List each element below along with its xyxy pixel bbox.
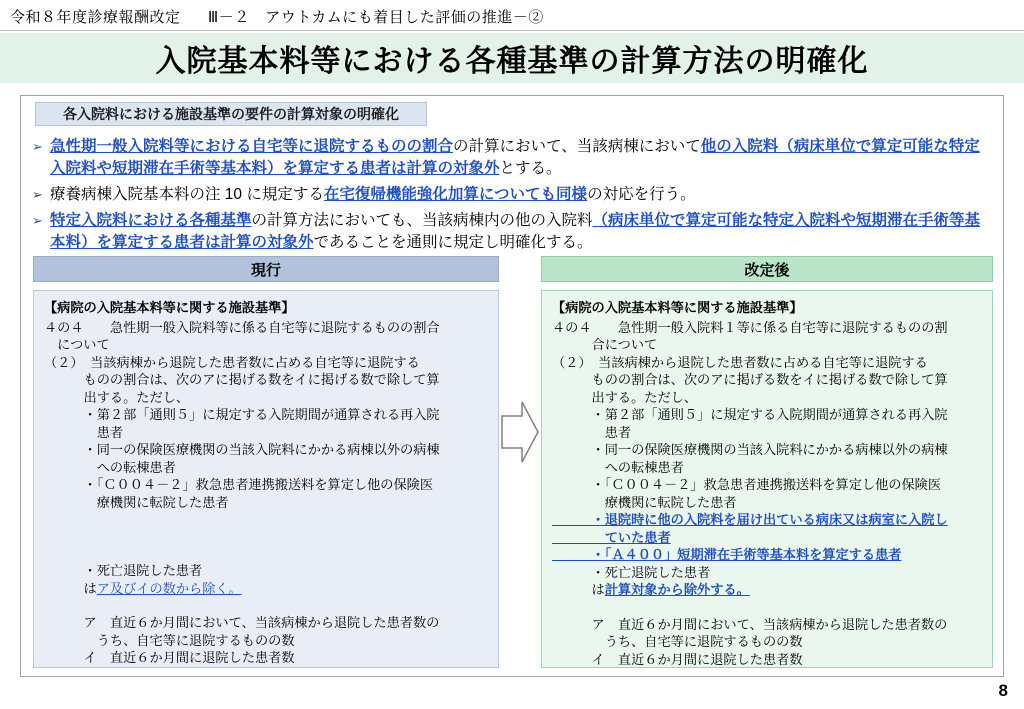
subtitle-banner [35, 102, 427, 126]
column-header-revised [541, 256, 993, 282]
bullet-text [50, 136, 994, 180]
panel-line-text: への転棟患者 [44, 459, 176, 475]
bullet-text [50, 184, 994, 206]
panel-line [44, 459, 488, 477]
panel-line [552, 424, 982, 442]
panel-line-text: 出する。ただし、 [552, 389, 698, 405]
panel-line [44, 424, 488, 442]
panel-line-text: ４の４ 急性期一般入院料等に係る自宅等に退院するものの割合 [44, 319, 440, 335]
panel-line [552, 389, 982, 407]
panel-line [44, 632, 488, 650]
panel-line [44, 441, 488, 459]
panel-line [552, 459, 982, 477]
panel-line [552, 406, 982, 424]
list-item [32, 184, 994, 206]
column-header-current [33, 256, 499, 282]
panel-line [44, 371, 488, 389]
panel-line [552, 354, 982, 372]
panel-line-text: （２） 当該病棟から退院した患者数に占める自宅等に退院する [44, 354, 420, 370]
slide-header [10, 6, 544, 27]
panel-line-text: うち、自宅等に退院するものの数 [552, 634, 803, 649]
page-number: 8 [998, 681, 1008, 700]
bullet-segment: 療養病棟入院基本料の注 10 に規定する [50, 186, 324, 203]
column-header-revised-label: 改定後 [744, 261, 790, 279]
title-band [0, 33, 1024, 83]
panel-line [552, 651, 982, 669]
panel-line-text: は [44, 580, 97, 596]
panel-line-text: 療機関に転院した患者 [44, 494, 229, 510]
panel-line [44, 562, 488, 580]
panel-line-spacer [44, 597, 488, 614]
page-title: 入院基本料等における各種基準の計算方法の明確化 [155, 45, 869, 78]
panel-line-text: ・「Ａ４００」短期滞在手術等基本料を算定する患者 [552, 547, 902, 562]
panel-line-text: ・第２部「通則５」に規定する入院期間が通算される再入院 [552, 407, 948, 422]
panel-line [44, 354, 488, 372]
panel-line-text: ・第２部「通則５」に規定する入院期間が通算される再入院 [44, 407, 440, 422]
panel-line-text: 出する。ただし、 [44, 389, 190, 405]
panel-line [44, 494, 488, 512]
bullet-marker-icon: ➢ [32, 213, 43, 228]
header-divider [0, 30, 1024, 31]
panel-line-text: ・同一の保険医療機関の当該入院料にかかる病棟以外の病棟 [552, 442, 948, 457]
panel-line-text: ものの割合は、次のアに掲げる数をイに掲げる数で除して算 [44, 372, 440, 387]
bullet-list [32, 136, 994, 258]
panel-line [44, 649, 488, 667]
panel-revised-heading: 【病院の入院基本料等に関する施設基準】 [552, 300, 803, 315]
bullet-segment: 特定入院料における各種基準 [50, 212, 252, 229]
list-item [32, 210, 994, 254]
bullet-segment: の計算方法においても、当該病棟内の他の入院料 [251, 212, 593, 229]
panel-line-text: ・「Ｃ００４－２」救急患者連携搬送料を算定し他の保険医 [44, 477, 434, 492]
panel-line [552, 441, 982, 459]
panel-line-text: は [552, 582, 605, 597]
panel-line-text: ・死亡退院した患者 [552, 564, 711, 580]
panel-line-spacer [44, 528, 488, 545]
panel-line [552, 511, 982, 529]
bullet-segment: 他の入院料（病床単位で算定可能な特定入院料や短期滞在手術等基本料）を算定する患者は計算の対象外 [50, 138, 980, 177]
panel-line-text: ものの割合は、次のアに掲げる数をイに掲げる数で除して算 [552, 372, 948, 387]
panel-line-text: ていた患者 [552, 529, 671, 545]
bullet-segment: 在宅復帰機能強化加算についても同様 [323, 186, 588, 203]
panel-line-text: うち、自宅等に退院するものの数 [44, 632, 295, 648]
panel-line [552, 494, 982, 512]
bullet-marker-icon: ➢ [32, 187, 43, 202]
panel-line [44, 336, 488, 354]
panel-line-text: ・「Ｃ００４－２」救急患者連携搬送料を算定し他の保険医 [552, 477, 942, 492]
panel-line [552, 336, 982, 354]
panel-line [44, 580, 488, 598]
panel-line [552, 476, 982, 494]
list-item [32, 136, 994, 180]
bullet-text [50, 210, 994, 254]
panel-line-text: 合について [552, 337, 658, 352]
panel-line-emphasis: ア及びイの数から除く。 [96, 580, 242, 596]
panel-line [552, 529, 982, 547]
panel-line [44, 319, 488, 337]
panel-line-text: ア 直近６か月間において、当該病棟から退院した患者数の [44, 615, 440, 630]
transition-arrow-icon [500, 400, 540, 464]
panel-line-text: への転棟患者 [552, 459, 684, 475]
panel-line-text: イ 直近６か月間に退院した患者数 [552, 651, 803, 667]
panel-line-text: ・退院時に他の入院料を届け出ている病床又は病室に入院し [552, 512, 948, 527]
panel-line [552, 546, 982, 564]
panel-line [552, 371, 982, 389]
panel-line [552, 633, 982, 651]
panel-line-text: イ 直近６か月間に退院した患者数 [44, 650, 295, 665]
panel-line-text: について [44, 337, 110, 352]
header-right-text: Ⅲ－２ アウトカムにも着目した評価の推進－② [207, 9, 544, 26]
panel-line [552, 581, 982, 599]
panel-line-text: 療機関に転院した患者 [552, 494, 737, 510]
bullet-segment: （病床単位で算定可能な特定入院料や短期滞在手術等基本料）を算定する患者は計算の対象外 [50, 212, 981, 251]
panel-revised [541, 290, 993, 668]
panel-line-spacer [44, 511, 488, 528]
panel-current [33, 290, 499, 668]
panel-line-spacer [44, 545, 488, 562]
panel-line [44, 614, 488, 632]
bullet-segment: であることを通則に規定し明確化する。 [313, 234, 593, 251]
panel-current-heading: 【病院の入院基本料等に関する施設基準】 [44, 300, 295, 315]
panel-current-body [44, 319, 488, 667]
column-header-current-label: 現行 [250, 261, 281, 279]
panel-line-emphasis: 計算対象から除外する。 [604, 582, 750, 597]
bullet-segment: 急性期一般入院料等における自宅等に退院するものの割合 [50, 138, 454, 155]
panel-line-spacer [552, 599, 982, 616]
bullet-segment: の計算において、当該病棟において [453, 138, 701, 155]
panel-line-text: ４の４ 急性期一般入院料１等に係る自宅等に退院するものの割 [552, 319, 948, 335]
panel-line [44, 476, 488, 494]
panel-line-text: 患者 [44, 424, 124, 440]
panel-line [552, 616, 982, 634]
panel-line-text: ・死亡退院した患者 [44, 563, 203, 578]
panel-line-text: ・同一の保険医療機関の当該入院料にかかる病棟以外の病棟 [44, 442, 440, 457]
subtitle-text: 各入院料における施設基準の要件の計算対象の明確化 [63, 106, 399, 122]
panel-line [552, 564, 982, 582]
panel-revised-body [552, 319, 982, 669]
panel-line [44, 389, 488, 407]
panel-line [44, 406, 488, 424]
panel-line-text: （２） 当該病棟から退院した患者数に占める自宅等に退院する [552, 354, 928, 370]
panel-line [552, 319, 982, 337]
bullet-segment: とする。 [499, 160, 562, 177]
bullet-marker-icon: ➢ [32, 139, 43, 154]
bullet-segment: の対応を行う。 [587, 186, 696, 203]
panel-line-text: 患者 [552, 424, 632, 440]
panel-line-text: ア 直近６か月間において、当該病棟から退院した患者数の [552, 616, 948, 632]
header-left-text: 令和８年度診療報酬改定 [10, 9, 181, 26]
